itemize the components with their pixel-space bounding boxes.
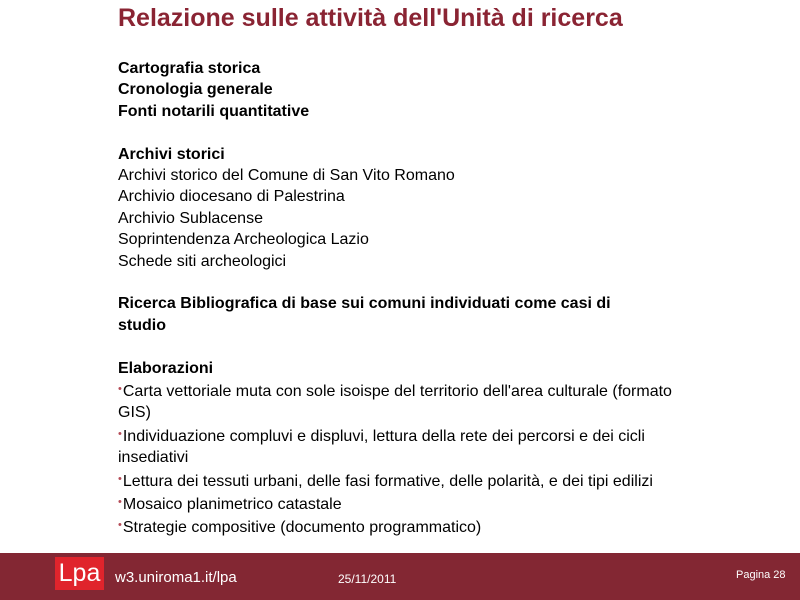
footer-date: 25/11/2011 xyxy=(338,572,397,586)
archivi-item: Archivio diocesano di Palestrina xyxy=(118,188,345,206)
footer-bar xyxy=(0,553,800,600)
archivi-heading: Archivi storici xyxy=(118,145,225,163)
slide-content xyxy=(118,58,748,539)
bullet-item xyxy=(118,492,748,515)
archivi-item: Archivio Sublacense xyxy=(118,209,263,227)
bullet-text: Lettura dei tessuti urbani, delle fasi formative, delle polarità, e dei tipi edilizi xyxy=(122,472,653,490)
archivi-item: Soprintendenza Archeologica Lazio xyxy=(118,231,369,249)
topic-fonti: Fonti notarili quantitative xyxy=(118,102,310,120)
slide-title: Relazione sulle attività dell'Unità di ricerca xyxy=(118,4,623,32)
ricerca-heading-line1: Ricerca Bibliografica di base sui comuni individuati come casi di xyxy=(118,295,611,313)
footer-site-link[interactable]: w3.uniroma1.it/lpa xyxy=(115,569,237,586)
archivi-item: Archivi storico del Comune di San Vito Romano xyxy=(118,167,455,185)
bullet-dot-icon: • xyxy=(118,519,122,532)
bullet-text: Individuazione compluvi e displuvi, lettura della rete dei percorsi e dei cicli xyxy=(122,427,645,445)
lpa-logo: Lpa xyxy=(55,557,104,590)
bullet-item xyxy=(118,469,748,492)
spacer xyxy=(118,272,748,293)
topic-cartografia: Cartografia storica xyxy=(118,60,261,77)
bullet-text: Carta vettoriale muta con sole isoispe del territorio dell'area culturale (formato xyxy=(122,383,672,401)
archivi-item: Schede siti archeologici xyxy=(118,252,287,270)
bullet-item xyxy=(118,379,748,402)
spacer xyxy=(118,122,748,143)
elaborazioni-heading: Elaborazioni xyxy=(118,359,214,377)
bullet-dot-icon: • xyxy=(118,496,122,509)
ricerca-heading-line2: studio xyxy=(118,316,166,334)
page-number: Pagina 28 xyxy=(736,569,786,581)
bullet-text: Strategie compositive (documento programmatico) xyxy=(122,519,482,537)
bullet-continuation: insediativi xyxy=(118,449,189,467)
bullet-continuation: GIS) xyxy=(118,404,151,422)
bullet-item xyxy=(118,424,748,447)
bullet-text: Mosaico planimetrico catastale xyxy=(122,496,342,514)
bullet-item xyxy=(118,515,748,538)
bullet-dot-icon: • xyxy=(118,383,122,396)
bullet-dot-icon: • xyxy=(118,472,122,485)
topic-cronologia: Cronologia generale xyxy=(118,81,273,99)
bullet-dot-icon: • xyxy=(118,427,122,440)
spacer xyxy=(118,336,748,357)
